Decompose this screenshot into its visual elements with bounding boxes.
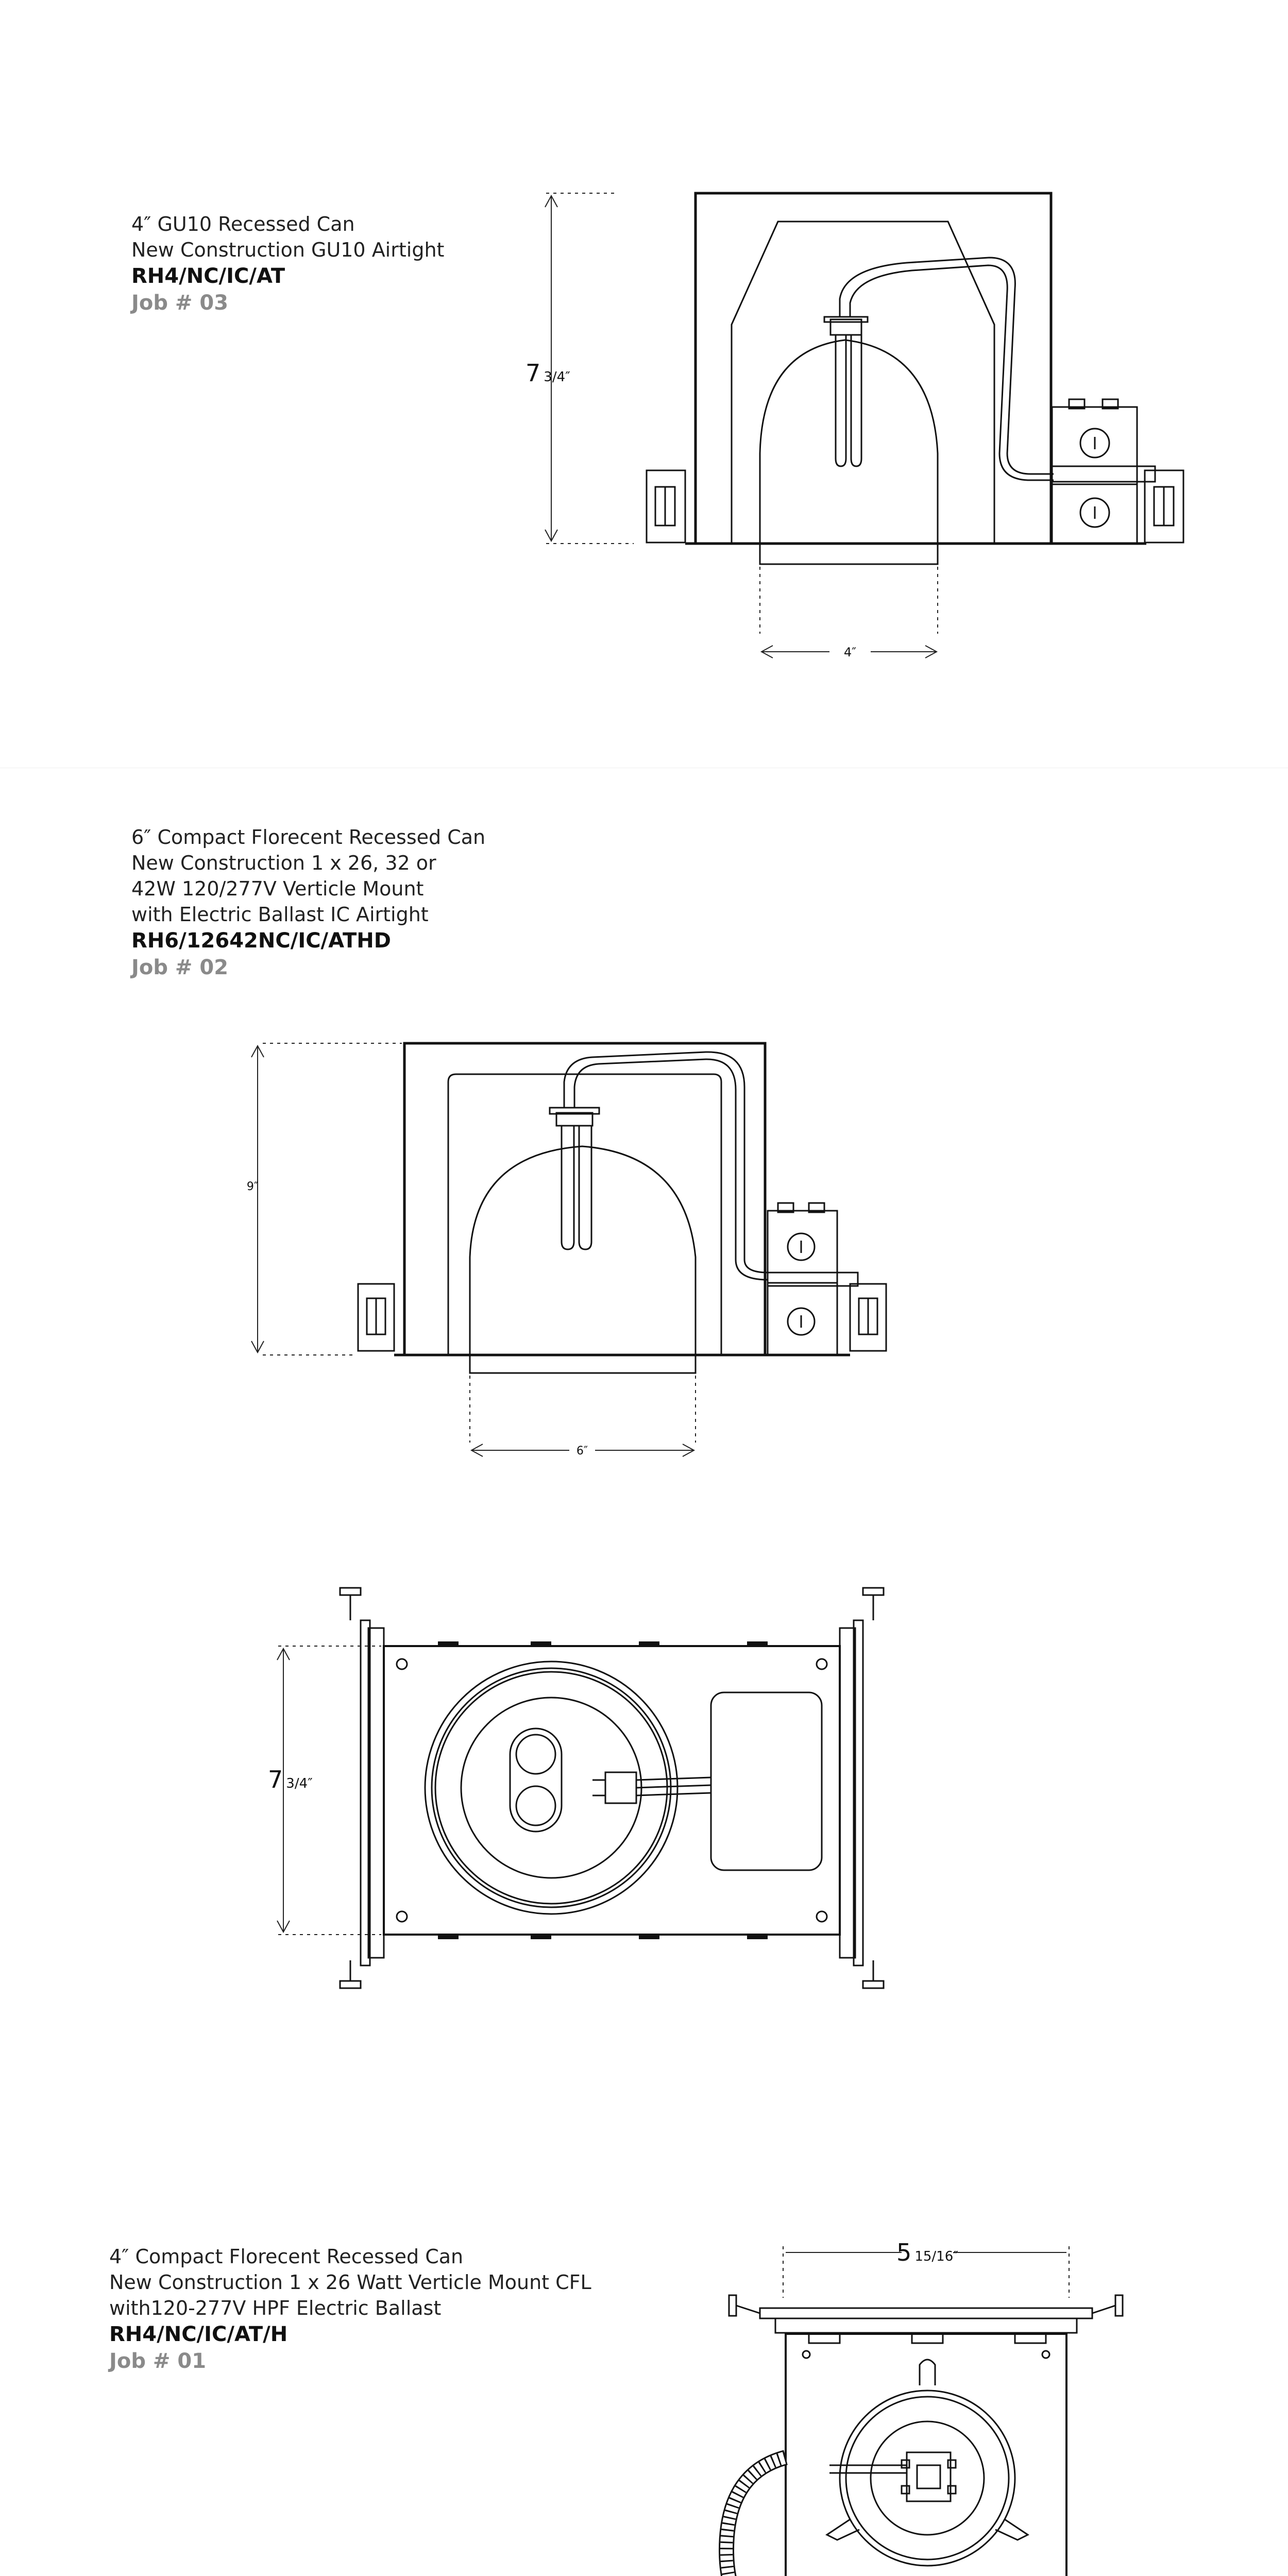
aperture-inner xyxy=(461,1698,641,1878)
aperture-outer xyxy=(840,2391,1015,2566)
product-2-line-4: with Electric Ballast IC Airtight xyxy=(131,903,429,926)
housing-plate xyxy=(786,2334,1066,2576)
lamp-socket xyxy=(510,1728,562,1832)
product-2-height-dim: 9″ xyxy=(246,1180,259,1193)
product-2-side-view-drawing xyxy=(232,1030,953,1494)
can-housing xyxy=(404,1043,765,1355)
product-4-line-2: New Construction 1 x 26 Watt Verticle Mount CFL xyxy=(109,2271,591,2294)
product-1-job: Job # 03 xyxy=(131,291,229,315)
reflector-housing xyxy=(732,222,994,544)
ballast-box xyxy=(711,1692,822,1870)
product-4-job: Job # 01 xyxy=(109,2349,207,2373)
product-1-side-view-drawing xyxy=(515,170,1211,685)
reflector-housing xyxy=(448,1074,721,1355)
wire xyxy=(840,258,1054,474)
product-1-subtitle: New Construction GU10 Airtight xyxy=(131,239,445,261)
product-2-line-2: New Construction 1 x 26, 32 or xyxy=(131,852,436,874)
product-2-line-3: 42W 120/277V Verticle Mount xyxy=(131,877,424,900)
product-1-height-dim: 7 3/4″ xyxy=(526,359,570,387)
lamp-bulb xyxy=(760,340,938,564)
lamp-bulb xyxy=(470,1146,696,1373)
rail-top xyxy=(775,2318,1077,2333)
product-2-job: Job # 02 xyxy=(131,956,229,979)
product-4-width-dim: 5 15/16″ xyxy=(896,2239,958,2266)
product-4-top-view-drawing xyxy=(696,2231,1159,2576)
product-1-code: RH4/NC/IC/AT xyxy=(131,264,285,288)
product-1-title: 4″ GU10 Recessed Can xyxy=(131,213,355,235)
product-2-line-1: 6″ Compact Florecent Recessed Can xyxy=(131,826,486,849)
junction-box-lower xyxy=(768,1283,837,1355)
aperture-inner xyxy=(871,2421,984,2535)
product-4-code: RH4/NC/IC/AT/H xyxy=(109,2323,288,2346)
product-2-description xyxy=(131,824,485,981)
product-4-line-3: with120-277V HPF Electric Ballast xyxy=(109,2297,442,2319)
product-4-description xyxy=(109,2244,591,2375)
product-3-top-view-drawing xyxy=(232,1571,953,2009)
product-2-width-dim: 6″ xyxy=(576,1445,588,1458)
product-1-description xyxy=(131,211,444,316)
product-3-height-dim: 7 3/4″ xyxy=(268,1766,313,1793)
product-2-code: RH6/12642NC/IC/ATHD xyxy=(131,929,391,953)
can-housing xyxy=(696,193,1051,544)
product-4-line-1: 4″ Compact Florecent Recessed Can xyxy=(109,2245,464,2268)
product-1-width-dim: 4″ xyxy=(843,645,857,659)
wire xyxy=(564,1052,768,1273)
lamp-socket xyxy=(907,2452,951,2501)
